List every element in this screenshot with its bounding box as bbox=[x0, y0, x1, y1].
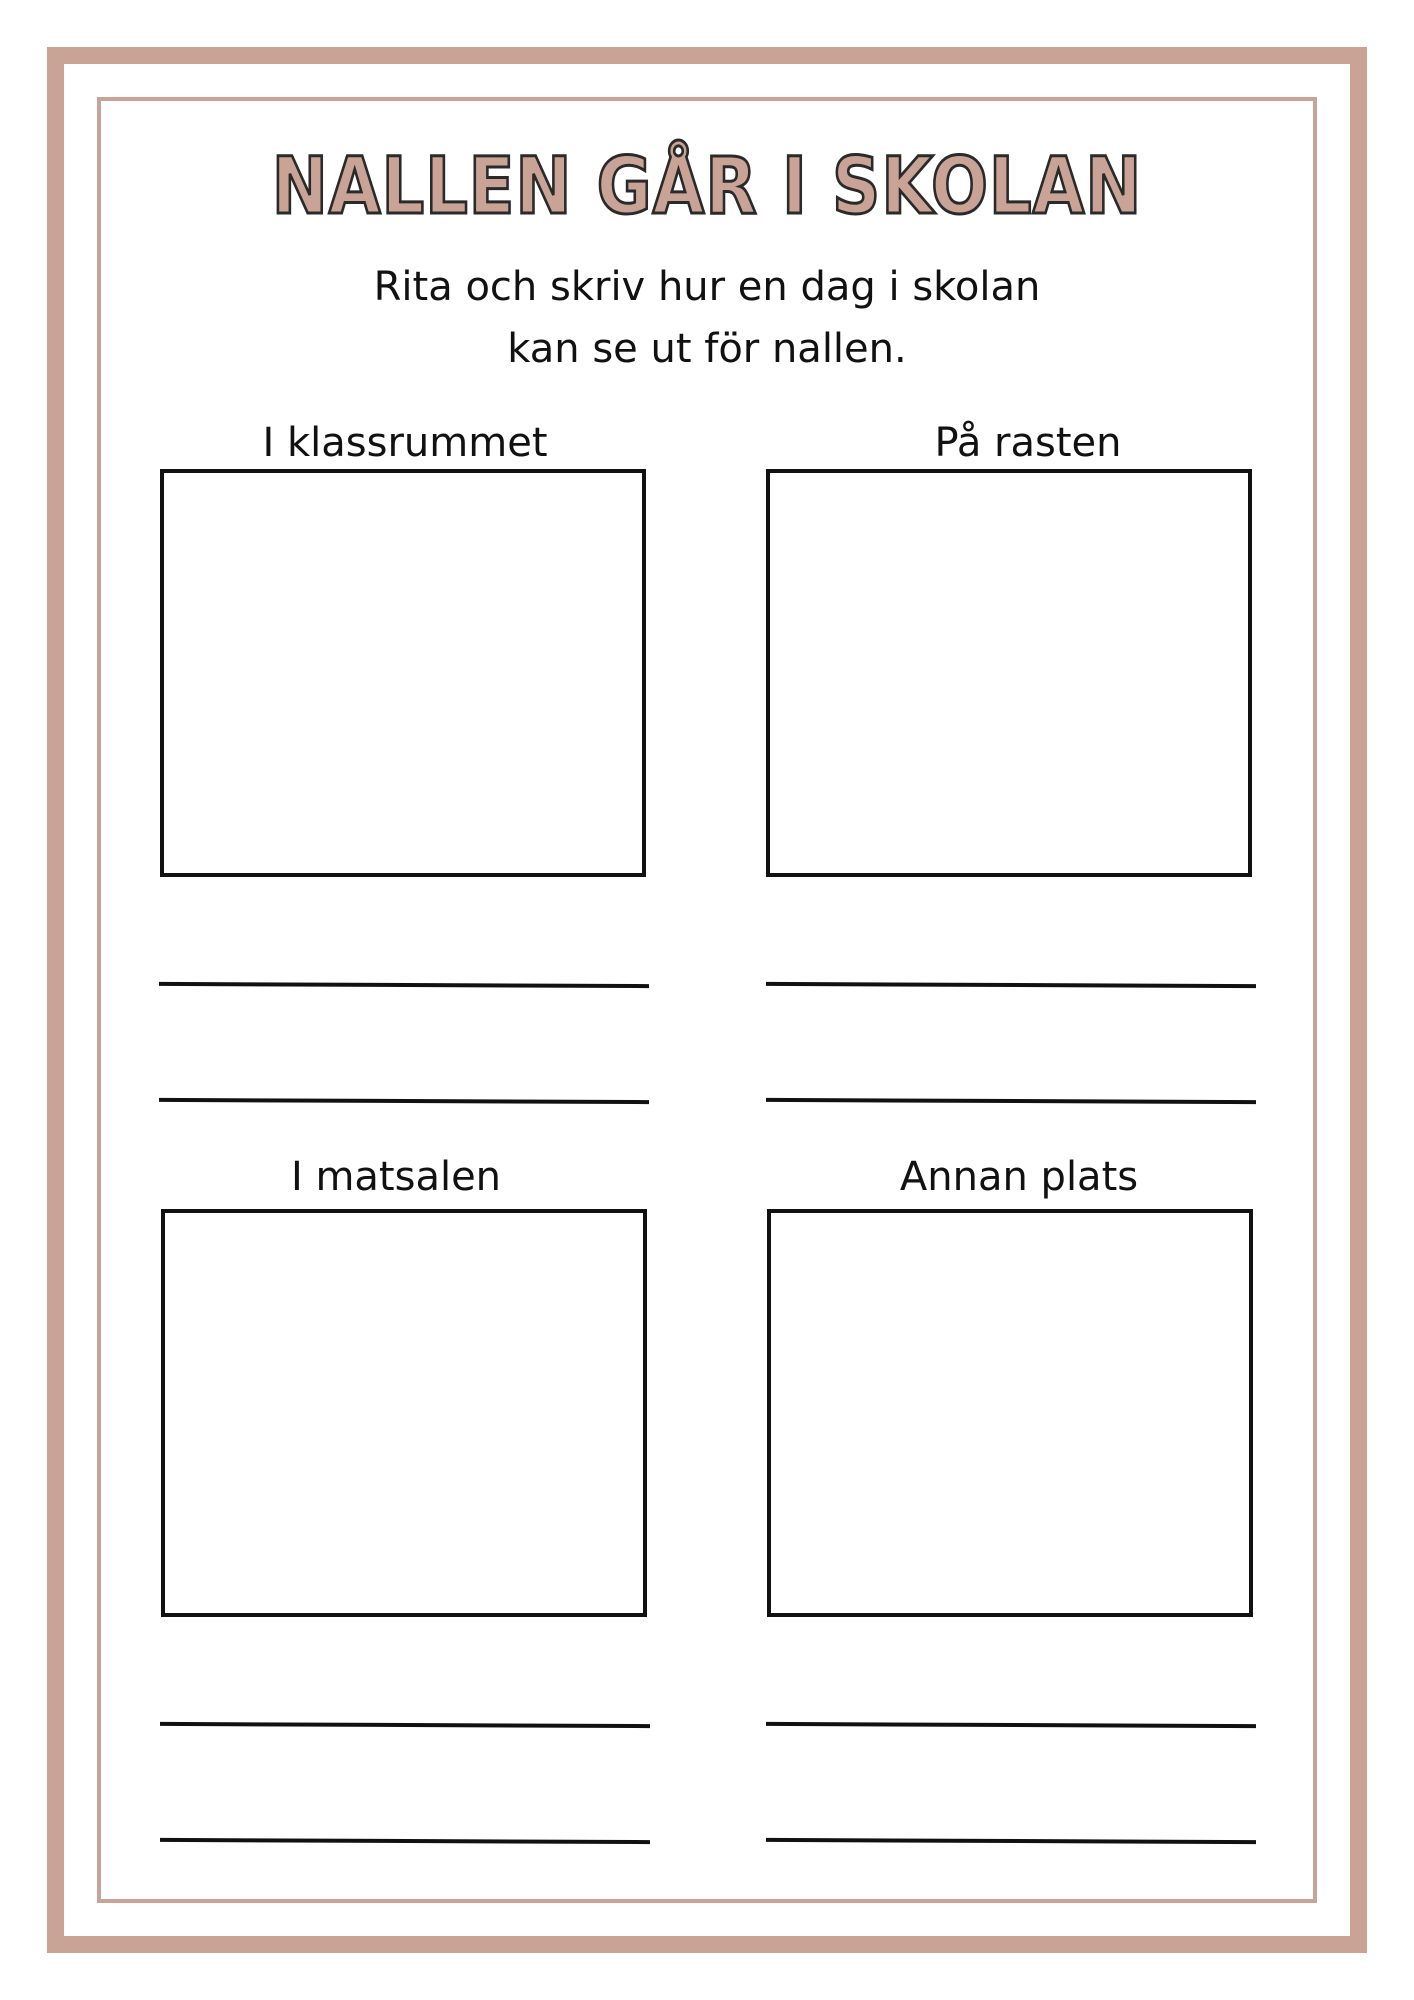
section-label-recess: På rasten bbox=[934, 420, 1122, 466]
instruction-line-2: kan se ut för nallen. bbox=[507, 326, 907, 372]
drawing-box-recess[interactable] bbox=[766, 469, 1252, 877]
section-label-dining-hall: I matsalen bbox=[290, 1154, 502, 1200]
section-label-classroom: I klassrummet bbox=[262, 420, 548, 466]
worksheet-title: NALLEN GÅR I SKOLAN bbox=[271, 142, 1143, 232]
section-label-other-place: Annan plats bbox=[899, 1154, 1139, 1200]
worksheet-instruction bbox=[0, 256, 1414, 380]
drawing-box-other-place[interactable] bbox=[767, 1209, 1253, 1617]
instruction-line-1: Rita och skriv hur en dag i skolan bbox=[373, 264, 1041, 310]
drawing-box-classroom[interactable] bbox=[160, 469, 646, 877]
drawing-box-dining-hall[interactable] bbox=[161, 1209, 647, 1617]
